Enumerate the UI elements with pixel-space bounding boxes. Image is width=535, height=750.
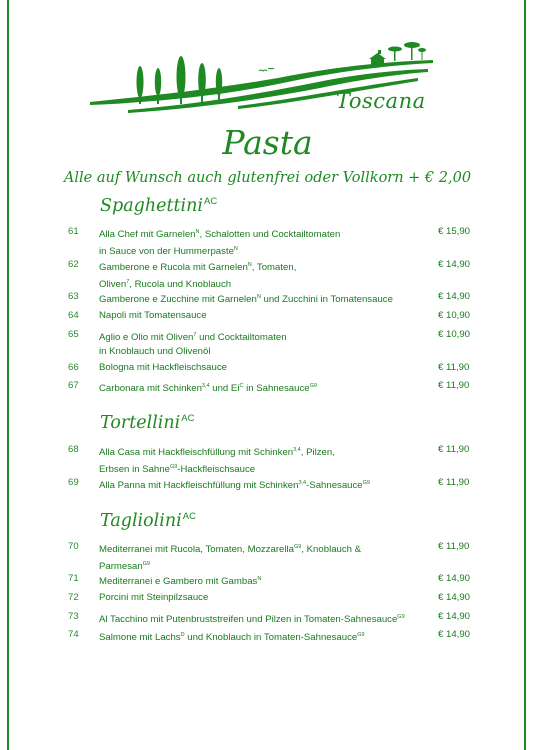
- item-number: 71: [68, 573, 79, 584]
- item-number: 62: [68, 259, 79, 270]
- page-border-left: [7, 0, 9, 750]
- brand-name: Toscana: [336, 89, 426, 113]
- item-description: [99, 225, 429, 259]
- desc-text: Alla Panna mit Hackfleischfüllung mit Schinken: [99, 480, 299, 491]
- allergen-code: G9: [309, 383, 317, 389]
- item-description: [99, 443, 429, 477]
- cypress-tree-icon: [137, 66, 144, 98]
- allergen-code: 3,4: [201, 383, 210, 389]
- allergen-code: G9: [357, 632, 365, 638]
- item-number: 61: [68, 226, 79, 237]
- allergen-code: G9: [362, 480, 370, 486]
- allergen-code: 3,4: [298, 480, 307, 486]
- section-name: Tortellini: [100, 413, 181, 433]
- desc-text: , Rucola und Knoblauch: [129, 279, 232, 290]
- item-number: 64: [68, 310, 79, 321]
- desc-text: und Zucchini in Tomatensauce: [260, 294, 393, 305]
- desc-text: , Pilzen,: [300, 447, 335, 458]
- item-number: 65: [68, 329, 79, 340]
- allergen-code: 7: [193, 332, 197, 338]
- cypress-tree-icon: [155, 68, 161, 96]
- desc-text: Carbonara mit Schinken: [99, 383, 202, 394]
- item-price: € 10,90: [438, 329, 471, 340]
- desc-text: Gamberone e Zucchine mit Garnelen: [99, 294, 257, 305]
- desc-text: Aglio e Olio mit Oliven: [99, 332, 194, 343]
- allergen-code: N: [256, 294, 261, 300]
- desc-text: Porcini mit Steinpilzsauce: [99, 592, 209, 603]
- item-description: [99, 309, 429, 323]
- section-title-tortellini: [100, 413, 194, 433]
- desc-text: Oliven: [99, 279, 127, 290]
- allergen-code: G9: [142, 561, 151, 567]
- item-number: 72: [68, 592, 79, 603]
- desc-text: in Knoblauch und Olivenöl: [99, 346, 211, 357]
- item-price: € 14,90: [438, 592, 471, 603]
- item-number: 68: [68, 444, 79, 455]
- allergen-code: N: [257, 576, 262, 582]
- desc-text: Mediterranei mit Rucola, Tomaten, Mozzarella: [99, 544, 294, 555]
- desc-text: -Sahnesauce: [306, 480, 363, 491]
- desc-text: Parmesan: [99, 561, 143, 572]
- item-number: 74: [68, 629, 79, 640]
- section-title-spaghettini: [100, 196, 217, 216]
- item-price: € 14,90: [438, 291, 471, 302]
- item-description: [99, 540, 429, 574]
- allergen-code: 7: [126, 279, 130, 285]
- item-price: € 14,90: [438, 629, 471, 640]
- item-number: 73: [68, 611, 79, 622]
- page-title: Pasta: [222, 123, 313, 162]
- item-number: 70: [68, 541, 79, 552]
- allergen-code: N: [195, 229, 200, 235]
- item-description: [99, 610, 439, 627]
- farmhouse-icon: [369, 50, 386, 65]
- page-border-right: [524, 0, 526, 750]
- desc-text: Alla Chef mit Garnelen: [99, 229, 196, 240]
- item-number: 63: [68, 291, 79, 302]
- desc-text: Erbsen in Sahne: [99, 464, 170, 475]
- desc-text: Mediterranei e Gambero mit Gambas: [99, 576, 258, 587]
- desc-text: und Cocktailtomaten: [196, 332, 287, 343]
- section-allergens: AC: [182, 511, 196, 522]
- allergen-code: C: [239, 383, 244, 389]
- desc-text: Gamberone e Rucola mit Garnelen: [99, 262, 248, 273]
- allergen-code: G9: [397, 614, 405, 620]
- allergen-code: 3,4: [293, 447, 301, 453]
- item-description: [99, 361, 429, 375]
- item-description: [99, 328, 429, 359]
- allergen-code: D: [180, 632, 185, 638]
- item-price: € 14,90: [438, 573, 471, 584]
- item-price: € 10,90: [438, 310, 471, 321]
- allergen-code: G9: [293, 544, 302, 550]
- item-description: [99, 379, 429, 396]
- item-description: [99, 476, 429, 493]
- desc-text: Bologna mit Hackfleischsauce: [99, 362, 227, 373]
- item-number: 66: [68, 362, 79, 373]
- desc-text: Salmone mit Lachs: [99, 632, 181, 643]
- desc-text: , Tomaten,: [251, 262, 297, 273]
- section-name: Spaghettini: [100, 196, 203, 216]
- section-allergens: AC: [181, 413, 195, 424]
- allergen-code: N: [247, 262, 252, 268]
- item-price: € 11,90: [438, 541, 470, 552]
- item-description: [99, 258, 429, 292]
- item-number: 69: [68, 477, 79, 488]
- item-description: [99, 628, 429, 645]
- item-price: € 11,90: [438, 477, 470, 488]
- item-price: € 15,90: [438, 226, 471, 237]
- birds-icon: [259, 68, 274, 71]
- item-price: € 14,90: [438, 259, 471, 270]
- desc-text: , Schalotten und Cocktailtomaten: [199, 229, 341, 240]
- allergen-code: N: [233, 246, 238, 252]
- section-allergens: AC: [203, 196, 218, 207]
- allergen-code: G9: [169, 464, 178, 470]
- item-description: [99, 572, 429, 589]
- desc-text: Al Tacchino mit Putenbruststreifen und Pilzen in Tomaten-Sahnesauce: [99, 614, 398, 625]
- item-price: € 14,90: [438, 611, 471, 622]
- desc-text: und Knoblauch in Tomaten-Sahnesauce: [184, 632, 358, 643]
- desc-text: , Knoblauch &: [301, 544, 362, 555]
- item-description: [99, 290, 429, 307]
- desc-text: -Hackfleischsauce: [177, 464, 256, 475]
- desc-text: und Ei: [209, 383, 240, 394]
- page-subtitle: Alle auf Wunsch auch glutenfrei oder Vollkorn + € 2,00: [63, 170, 472, 186]
- desc-text: Alla Casa mit Hackfleischfüllung mit Schinken: [99, 447, 294, 458]
- desc-text: in Sahnesauce: [243, 383, 310, 394]
- item-price: € 11,90: [438, 380, 470, 391]
- section-name: Tagliolini: [100, 511, 182, 531]
- item-price: € 11,90: [438, 444, 470, 455]
- section-title-tagliolini: [100, 511, 196, 531]
- pine-trees-icon: [388, 42, 426, 61]
- desc-text: in Sauce von der Hummerpaste: [99, 246, 234, 257]
- desc-text: Napoli mit Tomatensauce: [99, 310, 207, 321]
- item-price: € 11,90: [438, 362, 470, 373]
- item-number: 67: [68, 380, 79, 391]
- item-description: [99, 591, 429, 605]
